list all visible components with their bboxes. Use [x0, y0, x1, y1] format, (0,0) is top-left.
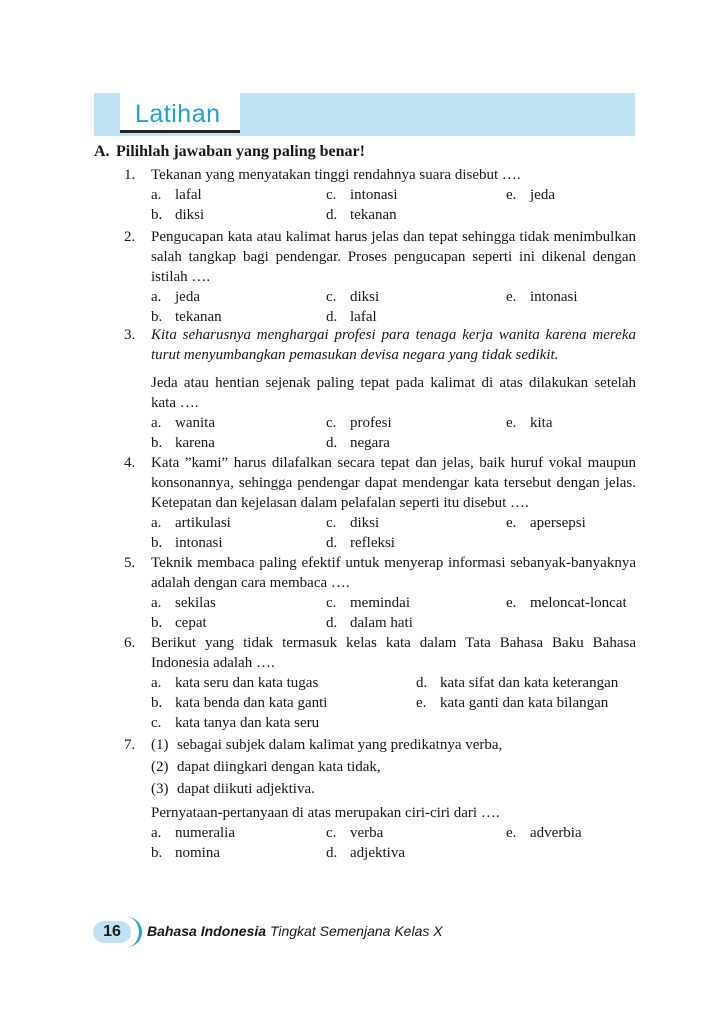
options-row: [151, 843, 636, 863]
option-e[interactable]: e. kata ganti dan kata bilangan: [416, 695, 609, 711]
options-row: [151, 673, 636, 693]
option-d[interactable]: d. refleksi: [326, 535, 395, 551]
option-b[interactable]: b. intonasi: [151, 535, 223, 551]
options-row: [151, 185, 636, 205]
option-d[interactable]: d. kata sifat dan kata keterangan: [416, 675, 619, 691]
option-e[interactable]: e. meloncat-loncat: [506, 595, 627, 611]
option-e[interactable]: e. intonasi: [506, 289, 578, 305]
option-c[interactable]: c. profesi: [326, 415, 392, 431]
question-number: 6.: [124, 635, 136, 651]
option-e[interactable]: e. kita: [506, 415, 553, 431]
options-row: [151, 287, 636, 307]
options-row: [151, 713, 636, 733]
question-stem: Teknik membaca paling efektif untuk menyerap informasi sebanyak-banyaknya adalah dengan cara membaca ….: [151, 555, 636, 591]
option-e[interactable]: e. apersepsi: [506, 515, 586, 531]
options-row: [151, 433, 636, 453]
section-title: Pilihlah jawaban yang paling benar!: [116, 143, 365, 160]
option-e[interactable]: e. jeda: [506, 187, 555, 203]
question-5: [124, 553, 636, 633]
option-a[interactable]: a. lafal: [151, 187, 202, 203]
options-row: [151, 613, 636, 633]
options-row: [151, 307, 636, 327]
options-row: [151, 823, 636, 843]
option-a[interactable]: a. artikulasi: [151, 515, 231, 531]
option-b[interactable]: b. kata benda dan kata ganti: [151, 695, 328, 711]
option-c[interactable]: c. diksi: [326, 515, 380, 531]
option-d[interactable]: d. negara: [326, 435, 390, 451]
question-number: 3.: [124, 327, 136, 343]
book-title: Bahasa Indonesia: [147, 923, 267, 939]
option-d[interactable]: d. adjektiva: [326, 845, 405, 861]
option-a[interactable]: a. kata seru dan kata tugas: [151, 675, 319, 691]
question-stem: Jeda atau hentian sejenak paling tepat pada kalimat di atas dilakukan setelah kata ….: [151, 375, 636, 411]
question-3: [124, 325, 636, 453]
question-1: [124, 165, 636, 225]
header-underline: [120, 130, 240, 133]
question-number: 7.: [124, 737, 136, 753]
footer-book-title: [147, 923, 443, 939]
section-heading: [94, 143, 365, 161]
question-stem: Tekanan yang menyatakan tinggi rendahnya suara disebut ….: [151, 167, 521, 183]
option-a[interactable]: a. wanita: [151, 415, 215, 431]
statement-1: (1) sebagai subjek dalam kalimat yang predikatnya verba,: [151, 737, 503, 753]
options-row: [151, 413, 636, 433]
options-row: [151, 593, 636, 613]
option-b[interactable]: b. cepat: [151, 615, 207, 631]
question-stem: Pernyataan-pertanyaan di atas merupakan ciri-ciri dari ….: [151, 805, 500, 821]
option-b[interactable]: b. nomina: [151, 845, 220, 861]
question-4: [124, 453, 636, 553]
option-d[interactable]: d. tekanan: [326, 207, 397, 223]
question-stem: Kata ”kami” harus dilafalkan secara tepat dan jelas, baik huruf vokal maupun konsonannya, sehingga pendengar dapat mendengar kata tersebut dengan jelas. Ketepatan dan kejelasan dalam pelafalan seperti itu disebut ….: [151, 455, 636, 511]
question-stem: Berikut yang tidak termasuk kelas kata dalam Tata Bahasa Baku Bahasa Indonesia adalah ….: [151, 635, 636, 671]
statement-3: (3) dapat diikuti adjektiva.: [151, 781, 315, 797]
option-c[interactable]: c. memindai: [326, 595, 410, 611]
question-number: 2.: [124, 229, 136, 245]
options-row: [151, 513, 636, 533]
statement-2: (2) dapat diingkari dengan kata tidak,: [151, 759, 381, 775]
question-quote: Kita seharusnya menghargai profesi para tenaga kerja wanita karena mereka turut menyumbangkan pemasukan devisa negara yang tidak sedikit.: [151, 327, 636, 363]
option-b[interactable]: b. diksi: [151, 207, 205, 223]
question-number: 1.: [124, 167, 136, 183]
option-d[interactable]: d. dalam hati: [326, 615, 413, 631]
page-number: 16: [93, 921, 131, 943]
option-a[interactable]: a. sekilas: [151, 595, 216, 611]
option-d[interactable]: d. lafal: [326, 309, 377, 325]
section-label: A.: [94, 143, 110, 160]
page-title: Latihan: [135, 100, 221, 128]
book-subtitle: Tingkat Semenjana Kelas X: [269, 923, 443, 939]
options-row: [151, 533, 636, 553]
options-row: [151, 693, 636, 713]
option-b[interactable]: b. tekanan: [151, 309, 222, 325]
question-2: [124, 227, 636, 327]
question-7: [124, 735, 636, 863]
option-c[interactable]: c. diksi: [326, 289, 380, 305]
options-row: [151, 205, 636, 225]
option-a[interactable]: a. jeda: [151, 289, 200, 305]
option-e[interactable]: e. adverbia: [506, 825, 582, 841]
option-a[interactable]: a. numeralia: [151, 825, 235, 841]
question-number: 4.: [124, 455, 136, 471]
option-c[interactable]: c. intonasi: [326, 187, 398, 203]
option-b[interactable]: b. karena: [151, 435, 215, 451]
option-c[interactable]: c. verba: [326, 825, 384, 841]
question-number: 5.: [124, 555, 136, 571]
option-c[interactable]: c. kata tanya dan kata seru: [151, 715, 320, 731]
question-6: [124, 633, 636, 733]
question-stem: Pengucapan kata atau kalimat harus jelas dan tepat sehingga tidak menimbulkan salah tangkap bagi pendengar. Proses pengucapan seperti ini dikenal dengan istilah ….: [151, 229, 636, 285]
page-number-arc: [121, 917, 142, 947]
